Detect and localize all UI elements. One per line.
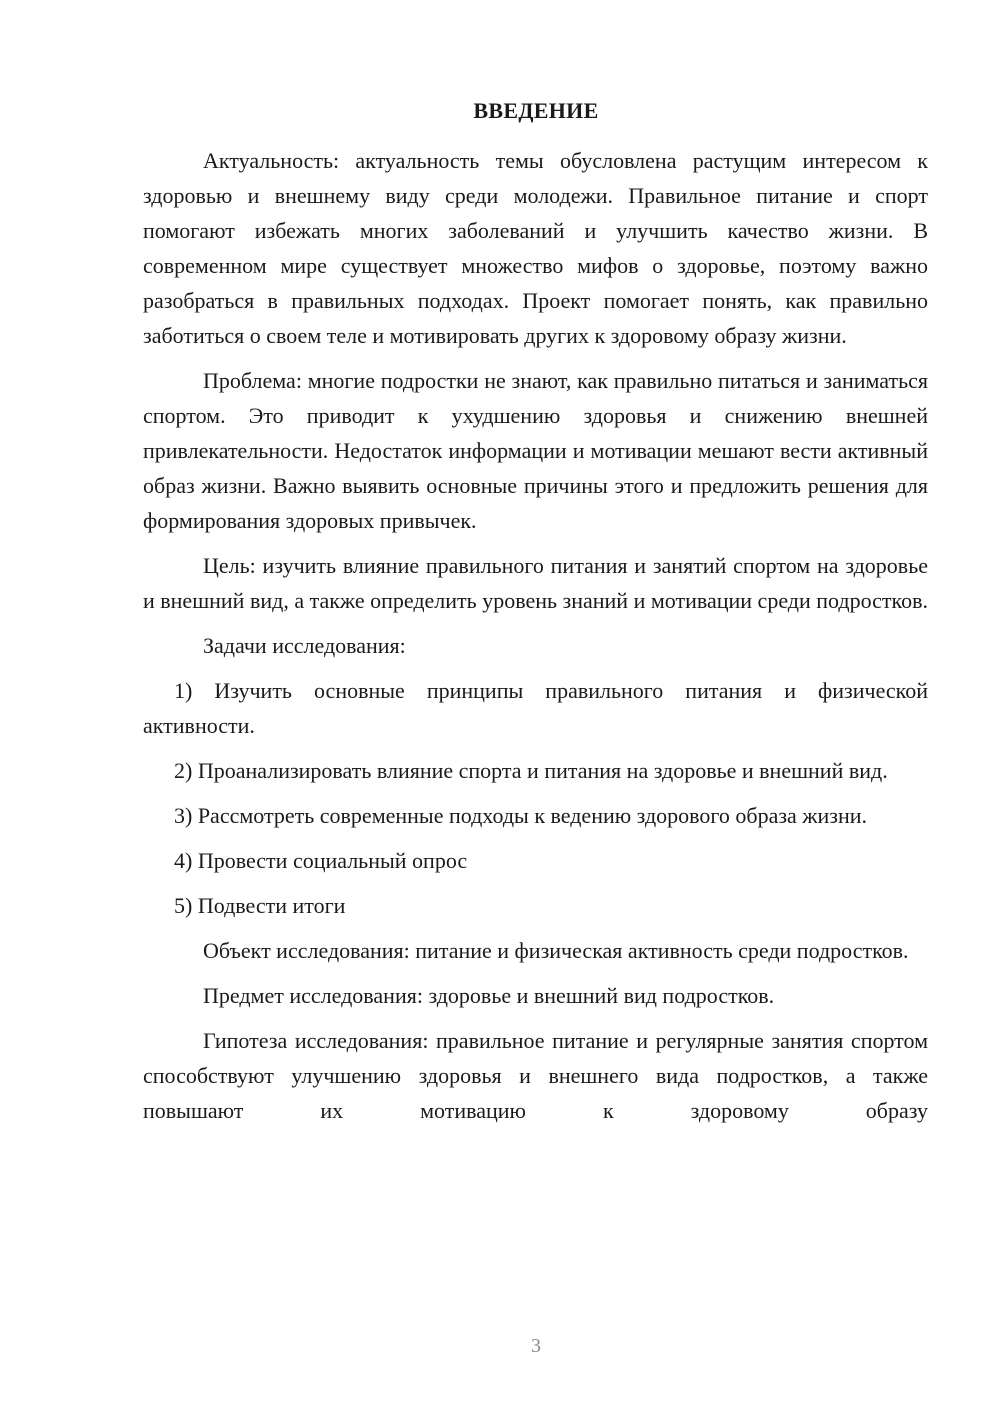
paragraph-subject: Предмет исследования: здоровье и внешний вид подростков. bbox=[203, 983, 775, 1008]
task-item-4: 4) Провести социальный опрос bbox=[174, 848, 468, 873]
page-title: ВВЕДЕНИЕ bbox=[473, 98, 599, 123]
paragraph-goal: Цель: изучить влияние правильного питания и занятий спортом на здоровье и внешний вид, а также определить уровень знаний и мотивации среди подростков. bbox=[143, 553, 928, 613]
page-number: 3 bbox=[531, 1335, 541, 1357]
task-item-1: 1) Изучить основные принципы правильного питания и физической активности. bbox=[143, 678, 928, 738]
paragraph-hypothesis: Гипотеза исследования: правильное питание и регулярные занятия спортом способствуют улучшению здоровья и внешнего вида подростков, а также повышают их мотивацию к здоровому образу bbox=[143, 1028, 928, 1123]
paragraph-problem: Проблема: многие подростки не знают, как правильно питаться и заниматься спортом. Это приводит к ухудшению здоровья и снижению внешней привлекательности. Недостаток информации и мотивации мешают вести активный образ жизни. Важно выявить основные причины этого и предложить решения для формирования здоровых привычек. bbox=[143, 368, 928, 533]
paragraph-object: Объект исследования: питание и физическая активность среди подростков. bbox=[203, 938, 909, 963]
tasks-heading: Задачи исследования: bbox=[203, 633, 406, 658]
paragraph-relevance: Актуальность: актуальность темы обусловлена растущим интересом к здоровью и внешнему виду среди молодежи. Правильное питание и спорт помогают избежать многих заболеваний и улучшить качество жизни. В современном мире существует множество мифов о здоровье, поэтому важно разобраться в правильных подходах. Проект помогает понять, как правильно заботиться о своем теле и мотивировать других к здоровому образу жизни. bbox=[143, 148, 928, 348]
task-item-3: 3) Рассмотреть современные подходы к ведению здорового образа жизни. bbox=[174, 803, 867, 828]
document-body bbox=[143, 143, 928, 1128]
task-item-5: 5) Подвести итоги bbox=[174, 893, 346, 918]
task-item-2: 2) Проанализировать влияние спорта и питания на здоровье и внешний вид. bbox=[174, 758, 888, 783]
